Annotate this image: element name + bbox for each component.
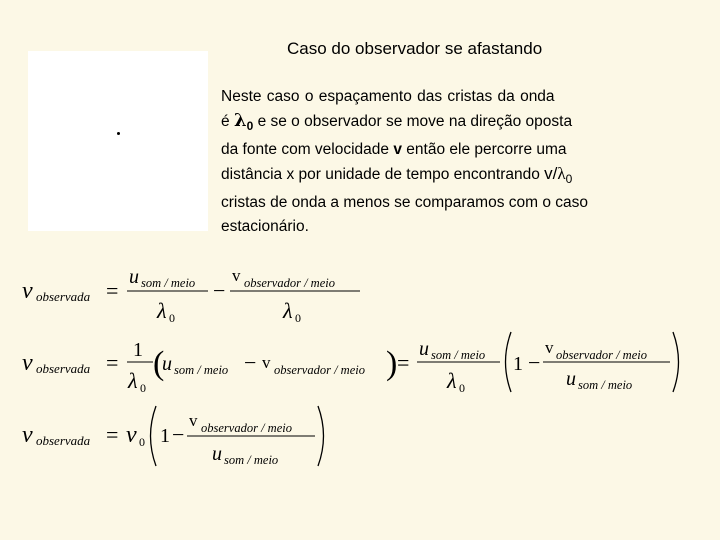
big-right-paren <box>318 406 324 466</box>
text-line4a: distância x por unidade de tempo encontrando <box>221 165 540 183</box>
nu-symbol: ν <box>22 422 33 448</box>
som-meio-subscript: som / meio <box>224 453 279 467</box>
one-numerator: 1 <box>133 339 143 361</box>
som-meio-subscript: som / meio <box>578 378 633 392</box>
lambda-symbol-2: λ <box>557 163 566 183</box>
left-paren: ( <box>153 345 165 382</box>
zero-subscript: 0 <box>295 311 301 325</box>
observador-meio-subscript: observador / meio <box>274 363 365 377</box>
lambda-symbol: λ <box>157 298 167 323</box>
u-symbol: u <box>162 353 172 375</box>
right-paren: ) <box>386 345 398 382</box>
lambda-subscript: 0 <box>246 118 254 133</box>
nu-symbol: ν <box>22 278 33 304</box>
text-line3b: então ele percorre uma <box>406 141 567 159</box>
equals-sign: = <box>397 350 410 375</box>
lambda-symbol: λ <box>447 368 457 393</box>
som-meio-subscript: som / meio <box>174 363 229 377</box>
minus-sign: − <box>213 278 226 303</box>
paragraph-line-5: cristas de onda a menos se comparamos com o caso <box>221 194 589 212</box>
zero-subscript: 0 <box>139 435 145 449</box>
one-symbol: 1 <box>513 353 523 375</box>
som-meio-subscript: som / meio <box>141 276 196 290</box>
lambda-symbol: λ <box>233 109 247 131</box>
text-line3a: da fonte com velocidade <box>221 141 390 159</box>
u-symbol: u <box>566 368 576 390</box>
v-symbol: v <box>545 338 554 357</box>
observador-meio-subscript: observador / meio <box>556 348 647 362</box>
u-symbol: u <box>212 443 222 465</box>
text-line2: e se o observador se move na direção oposta <box>257 112 573 130</box>
lambda-subscript-2: 0 <box>565 171 573 186</box>
minus-sign: − <box>244 350 257 375</box>
equals-sign: = <box>106 350 119 375</box>
observada-subscript: observada <box>36 433 91 448</box>
text-e: é <box>221 112 230 130</box>
observador-meio-subscript: observador / meio <box>244 276 335 290</box>
zero-subscript: 0 <box>459 381 465 395</box>
v-symbol: v <box>232 266 241 285</box>
lambda-symbol: λ <box>283 298 293 323</box>
equation-2 <box>22 332 679 395</box>
observador-meio-subscript: observador / meio <box>201 421 292 435</box>
v-symbol: v <box>393 141 402 159</box>
one-symbol: 1 <box>160 425 170 447</box>
observada-subscript: observada <box>36 289 91 304</box>
paragraph-line-6: estacionário. <box>221 217 309 235</box>
big-right-paren <box>673 332 679 392</box>
big-left-paren <box>151 406 157 466</box>
nu-symbol: ν <box>22 350 33 376</box>
zero-subscript: 0 <box>140 381 146 395</box>
zero-subscript: 0 <box>169 311 175 325</box>
equation-1 <box>22 266 360 325</box>
equation-3 <box>22 406 324 467</box>
v-over-symbol: v/ <box>544 163 558 183</box>
big-left-paren <box>506 332 512 392</box>
som-meio-subscript: som / meio <box>431 348 486 362</box>
minus-sign: − <box>528 350 541 375</box>
u-symbol: u <box>419 338 429 360</box>
paragraph-line-1: Neste caso o espaçamento das cristas da onda <box>221 88 555 105</box>
equals-sign: = <box>106 422 119 447</box>
equals-sign: = <box>106 278 119 303</box>
observada-subscript: observada <box>36 361 91 376</box>
nu-zero-symbol: ν <box>126 422 137 448</box>
v-symbol: v <box>262 353 271 372</box>
v-symbol: v <box>189 411 198 430</box>
lambda-symbol: λ <box>128 368 138 393</box>
slide-title: Caso do observador se afastando <box>287 39 543 58</box>
u-symbol: u <box>129 266 139 288</box>
minus-sign: − <box>172 422 185 447</box>
